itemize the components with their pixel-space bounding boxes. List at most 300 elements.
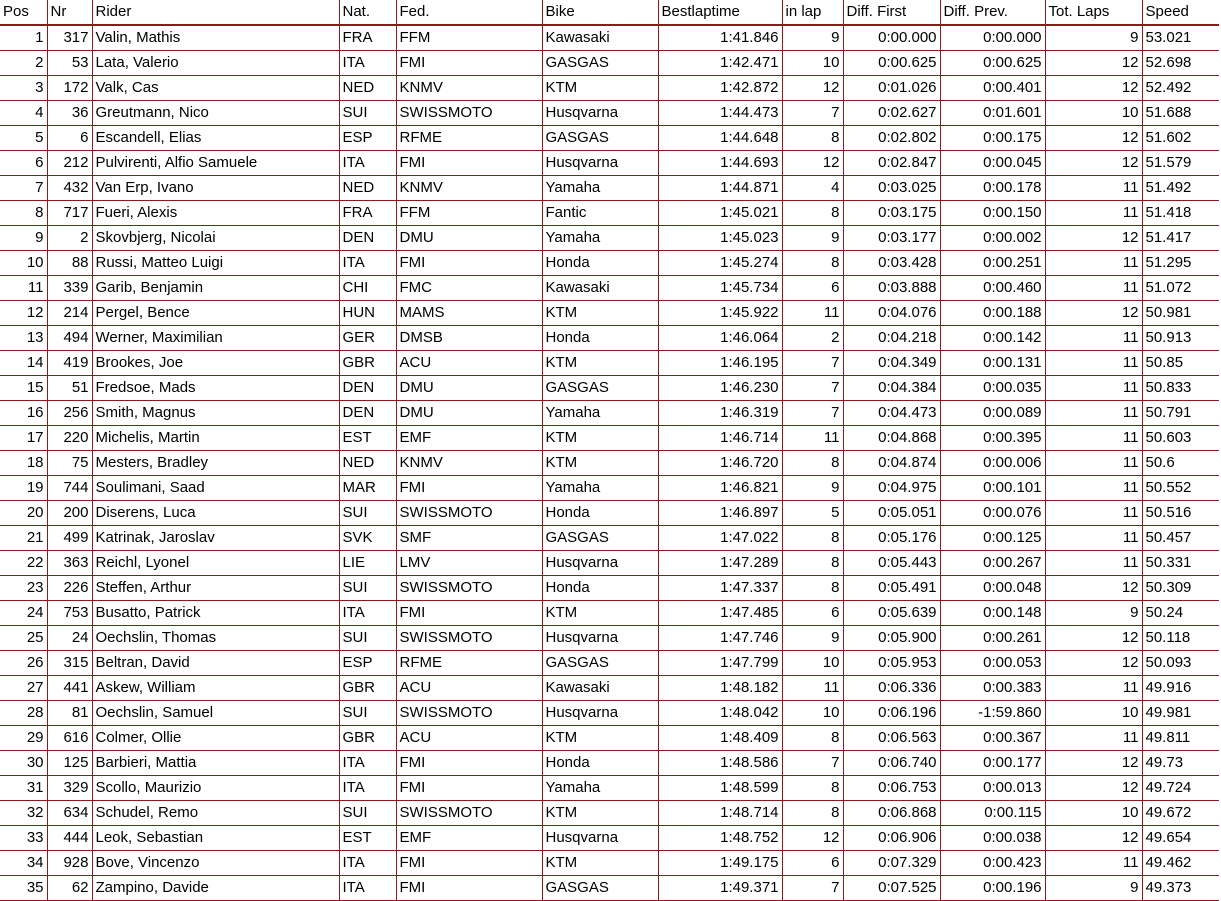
nr-cell: 753 xyxy=(47,601,92,626)
table-row xyxy=(0,301,1219,326)
tot-laps-cell: 11 xyxy=(1045,526,1142,551)
rider-cell: Fredsoe, Mads xyxy=(92,376,339,401)
table-row xyxy=(0,126,1219,151)
rider-cell: Mesters, Bradley xyxy=(92,451,339,476)
tot-laps-cell: 9 xyxy=(1045,25,1142,51)
diff-first-cell: 0:04.473 xyxy=(843,401,940,426)
results-body xyxy=(0,25,1219,901)
nr-cell: 125 xyxy=(47,751,92,776)
nat-cell: CHI xyxy=(339,276,396,301)
nat-cell: SVK xyxy=(339,526,396,551)
in-lap-cell: 9 xyxy=(782,25,843,51)
nat-cell: SUI xyxy=(339,501,396,526)
bestlaptime-cell: 1:49.371 xyxy=(658,876,782,901)
in-lap-cell: 7 xyxy=(782,751,843,776)
in-lap-cell: 8 xyxy=(782,201,843,226)
diff-prev-cell: -1:59.860 xyxy=(940,701,1045,726)
speed-cell: 51.295 xyxy=(1142,251,1219,276)
bike-cell: Kawasaki xyxy=(542,25,658,51)
speed-cell: 52.492 xyxy=(1142,76,1219,101)
speed-cell: 51.492 xyxy=(1142,176,1219,201)
diff-prev-cell: 0:00.178 xyxy=(940,176,1045,201)
fed-cell: FMI xyxy=(396,876,542,901)
nr-cell: 744 xyxy=(47,476,92,501)
nat-cell: ITA xyxy=(339,151,396,176)
bike-cell: KTM xyxy=(542,426,658,451)
bestlaptime-cell: 1:45.922 xyxy=(658,301,782,326)
fed-cell: KNMV xyxy=(396,451,542,476)
tot-laps-cell: 12 xyxy=(1045,301,1142,326)
diff-first-cell: 0:04.874 xyxy=(843,451,940,476)
diff-first-cell: 0:04.384 xyxy=(843,376,940,401)
in-lap-cell: 6 xyxy=(782,276,843,301)
diff-prev-cell: 0:00.048 xyxy=(940,576,1045,601)
speed-cell: 51.072 xyxy=(1142,276,1219,301)
table-row xyxy=(0,676,1219,701)
tot-laps-cell: 9 xyxy=(1045,601,1142,626)
speed-cell: 49.811 xyxy=(1142,726,1219,751)
pos-cell: 23 xyxy=(0,576,47,601)
bike-cell: KTM xyxy=(542,851,658,876)
tot-laps-cell: 11 xyxy=(1045,451,1142,476)
in-lap-cell: 6 xyxy=(782,851,843,876)
pos-cell: 12 xyxy=(0,301,47,326)
diff-prev-cell: 0:00.101 xyxy=(940,476,1045,501)
bike-cell: Husqvarna xyxy=(542,151,658,176)
diff-prev-cell: 0:00.053 xyxy=(940,651,1045,676)
fed-cell: RFME xyxy=(396,651,542,676)
bike-cell: Kawasaki xyxy=(542,276,658,301)
rider-cell: Valk, Cas xyxy=(92,76,339,101)
speed-cell: 50.24 xyxy=(1142,601,1219,626)
diff-first-cell: 0:05.953 xyxy=(843,651,940,676)
diff-prev-cell: 0:00.188 xyxy=(940,301,1045,326)
fed-cell: DMU xyxy=(396,376,542,401)
pos-cell: 19 xyxy=(0,476,47,501)
speed-cell: 49.654 xyxy=(1142,826,1219,851)
rider-cell: Scollo, Maurizio xyxy=(92,776,339,801)
fed-cell: ACU xyxy=(396,726,542,751)
in-lap-cell: 10 xyxy=(782,701,843,726)
nr-cell: 2 xyxy=(47,226,92,251)
diff-first-cell: 0:02.627 xyxy=(843,101,940,126)
in-lap-cell: 12 xyxy=(782,76,843,101)
speed-cell: 50.118 xyxy=(1142,626,1219,651)
diff-first-cell: 0:04.218 xyxy=(843,326,940,351)
speed-cell: 50.791 xyxy=(1142,401,1219,426)
diff-prev-cell: 0:00.131 xyxy=(940,351,1045,376)
diff-prev-cell: 0:00.076 xyxy=(940,501,1045,526)
fed-cell: SWISSMOTO xyxy=(396,576,542,601)
rider-cell: Barbieri, Mattia xyxy=(92,751,339,776)
table-row xyxy=(0,626,1219,651)
nat-cell: DEN xyxy=(339,401,396,426)
diff-prev-cell: 0:00.115 xyxy=(940,801,1045,826)
pos-cell: 4 xyxy=(0,101,47,126)
in-lap-cell: 7 xyxy=(782,101,843,126)
bike-cell: Husqvarna xyxy=(542,701,658,726)
fed-cell: FMC xyxy=(396,276,542,301)
tot-laps-cell: 12 xyxy=(1045,651,1142,676)
bike-cell: KTM xyxy=(542,601,658,626)
bestlaptime-cell: 1:46.195 xyxy=(658,351,782,376)
table-row xyxy=(0,451,1219,476)
rider-cell: Katrinak, Jaroslav xyxy=(92,526,339,551)
rider-cell: Bove, Vincenzo xyxy=(92,851,339,876)
tot-laps-cell: 11 xyxy=(1045,376,1142,401)
diff-prev-cell: 0:00.045 xyxy=(940,151,1045,176)
diff-first-cell: 0:04.975 xyxy=(843,476,940,501)
tot-laps-cell: 12 xyxy=(1045,226,1142,251)
bike-cell: GASGAS xyxy=(542,126,658,151)
speed-cell: 49.373 xyxy=(1142,876,1219,901)
in-lap-cell: 8 xyxy=(782,726,843,751)
fed-cell: SWISSMOTO xyxy=(396,801,542,826)
diff-first-cell: 0:06.868 xyxy=(843,801,940,826)
header-pos: Pos xyxy=(0,0,47,25)
in-lap-cell: 9 xyxy=(782,226,843,251)
speed-cell: 51.688 xyxy=(1142,101,1219,126)
nat-cell: DEN xyxy=(339,376,396,401)
rider-cell: Oechslin, Samuel xyxy=(92,701,339,726)
bestlaptime-cell: 1:44.473 xyxy=(658,101,782,126)
fed-cell: FMI xyxy=(396,851,542,876)
nat-cell: LIE xyxy=(339,551,396,576)
diff-prev-cell: 0:00.196 xyxy=(940,876,1045,901)
tot-laps-cell: 12 xyxy=(1045,126,1142,151)
bestlaptime-cell: 1:46.714 xyxy=(658,426,782,451)
nr-cell: 81 xyxy=(47,701,92,726)
bike-cell: GASGAS xyxy=(542,651,658,676)
pos-cell: 11 xyxy=(0,276,47,301)
bike-cell: Honda xyxy=(542,751,658,776)
pos-cell: 20 xyxy=(0,501,47,526)
bike-cell: KTM xyxy=(542,451,658,476)
diff-first-cell: 0:07.525 xyxy=(843,876,940,901)
nr-cell: 315 xyxy=(47,651,92,676)
speed-cell: 50.093 xyxy=(1142,651,1219,676)
tot-laps-cell: 11 xyxy=(1045,726,1142,751)
header-nat: Nat. xyxy=(339,0,396,25)
bike-cell: KTM xyxy=(542,726,658,751)
speed-cell: 50.913 xyxy=(1142,326,1219,351)
speed-cell: 50.516 xyxy=(1142,501,1219,526)
tot-laps-cell: 11 xyxy=(1045,251,1142,276)
bike-cell: KTM xyxy=(542,351,658,376)
table-row xyxy=(0,601,1219,626)
fed-cell: KNMV xyxy=(396,176,542,201)
table-row xyxy=(0,101,1219,126)
diff-first-cell: 0:04.868 xyxy=(843,426,940,451)
diff-first-cell: 0:02.847 xyxy=(843,151,940,176)
rider-cell: Skovbjerg, Nicolai xyxy=(92,226,339,251)
tot-laps-cell: 11 xyxy=(1045,551,1142,576)
in-lap-cell: 8 xyxy=(782,776,843,801)
header-nr: Nr xyxy=(47,0,92,25)
diff-first-cell: 0:03.177 xyxy=(843,226,940,251)
bestlaptime-cell: 1:47.746 xyxy=(658,626,782,651)
table-row xyxy=(0,701,1219,726)
rider-cell: Russi, Matteo Luigi xyxy=(92,251,339,276)
tot-laps-cell: 11 xyxy=(1045,176,1142,201)
rider-cell: Schudel, Remo xyxy=(92,801,339,826)
pos-cell: 26 xyxy=(0,651,47,676)
fed-cell: LMV xyxy=(396,551,542,576)
pos-cell: 24 xyxy=(0,601,47,626)
header-bike: Bike xyxy=(542,0,658,25)
pos-cell: 2 xyxy=(0,51,47,76)
nr-cell: 329 xyxy=(47,776,92,801)
nat-cell: SUI xyxy=(339,626,396,651)
tot-laps-cell: 11 xyxy=(1045,476,1142,501)
bike-cell: Yamaha xyxy=(542,776,658,801)
fed-cell: FMI xyxy=(396,51,542,76)
nat-cell: DEN xyxy=(339,226,396,251)
diff-first-cell: 0:05.443 xyxy=(843,551,940,576)
bestlaptime-cell: 1:46.821 xyxy=(658,476,782,501)
fed-cell: FMI xyxy=(396,601,542,626)
bestlaptime-cell: 1:48.752 xyxy=(658,826,782,851)
bike-cell: GASGAS xyxy=(542,376,658,401)
fed-cell: DMSB xyxy=(396,326,542,351)
table-row xyxy=(0,851,1219,876)
bestlaptime-cell: 1:45.734 xyxy=(658,276,782,301)
rider-cell: Askew, William xyxy=(92,676,339,701)
bike-cell: Yamaha xyxy=(542,476,658,501)
speed-cell: 49.724 xyxy=(1142,776,1219,801)
speed-cell: 51.417 xyxy=(1142,226,1219,251)
bike-cell: Honda xyxy=(542,251,658,276)
table-row xyxy=(0,226,1219,251)
nat-cell: SUI xyxy=(339,576,396,601)
bike-cell: Husqvarna xyxy=(542,551,658,576)
bike-cell: KTM xyxy=(542,76,658,101)
pos-cell: 8 xyxy=(0,201,47,226)
pos-cell: 31 xyxy=(0,776,47,801)
in-lap-cell: 8 xyxy=(782,801,843,826)
diff-first-cell: 0:07.329 xyxy=(843,851,940,876)
nr-cell: 419 xyxy=(47,351,92,376)
rider-cell: Werner, Maximilian xyxy=(92,326,339,351)
nat-cell: FRA xyxy=(339,25,396,51)
in-lap-cell: 8 xyxy=(782,251,843,276)
speed-cell: 50.85 xyxy=(1142,351,1219,376)
fed-cell: FMI xyxy=(396,476,542,501)
bestlaptime-cell: 1:45.023 xyxy=(658,226,782,251)
table-row xyxy=(0,776,1219,801)
rider-cell: Beltran, David xyxy=(92,651,339,676)
nat-cell: HUN xyxy=(339,301,396,326)
pos-cell: 21 xyxy=(0,526,47,551)
rider-cell: Reichl, Lyonel xyxy=(92,551,339,576)
in-lap-cell: 9 xyxy=(782,626,843,651)
header-tot-laps: Tot. Laps xyxy=(1045,0,1142,25)
fed-cell: DMU xyxy=(396,401,542,426)
bike-cell: GASGAS xyxy=(542,51,658,76)
bestlaptime-cell: 1:44.648 xyxy=(658,126,782,151)
tot-laps-cell: 11 xyxy=(1045,326,1142,351)
nat-cell: GBR xyxy=(339,351,396,376)
bike-cell: Yamaha xyxy=(542,226,658,251)
diff-first-cell: 0:03.428 xyxy=(843,251,940,276)
nr-cell: 634 xyxy=(47,801,92,826)
bestlaptime-cell: 1:46.897 xyxy=(658,501,782,526)
diff-first-cell: 0:05.176 xyxy=(843,526,940,551)
header-diff-first: Diff. First xyxy=(843,0,940,25)
diff-first-cell: 0:01.026 xyxy=(843,76,940,101)
nat-cell: ITA xyxy=(339,876,396,901)
nat-cell: SUI xyxy=(339,101,396,126)
in-lap-cell: 11 xyxy=(782,676,843,701)
pos-cell: 16 xyxy=(0,401,47,426)
nr-cell: 51 xyxy=(47,376,92,401)
speed-cell: 49.981 xyxy=(1142,701,1219,726)
bestlaptime-cell: 1:45.021 xyxy=(658,201,782,226)
nat-cell: EST xyxy=(339,826,396,851)
diff-first-cell: 0:06.753 xyxy=(843,776,940,801)
diff-first-cell: 0:06.906 xyxy=(843,826,940,851)
pos-cell: 29 xyxy=(0,726,47,751)
rider-cell: Busatto, Patrick xyxy=(92,601,339,626)
rider-cell: Soulimani, Saad xyxy=(92,476,339,501)
nr-cell: 53 xyxy=(47,51,92,76)
nat-cell: NED xyxy=(339,451,396,476)
bestlaptime-cell: 1:46.064 xyxy=(658,326,782,351)
fed-cell: ACU xyxy=(396,676,542,701)
table-row xyxy=(0,376,1219,401)
rider-cell: Pergel, Bence xyxy=(92,301,339,326)
rider-cell: Escandell, Elias xyxy=(92,126,339,151)
nat-cell: GBR xyxy=(339,676,396,701)
bestlaptime-cell: 1:49.175 xyxy=(658,851,782,876)
bike-cell: Honda xyxy=(542,576,658,601)
diff-prev-cell: 0:00.148 xyxy=(940,601,1045,626)
diff-prev-cell: 0:00.395 xyxy=(940,426,1045,451)
rider-cell: Zampino, Davide xyxy=(92,876,339,901)
rider-cell: Lata, Valerio xyxy=(92,51,339,76)
in-lap-cell: 10 xyxy=(782,51,843,76)
table-row xyxy=(0,76,1219,101)
speed-cell: 52.698 xyxy=(1142,51,1219,76)
diff-prev-cell: 0:00.000 xyxy=(940,25,1045,51)
header-fed: Fed. xyxy=(396,0,542,25)
pos-cell: 5 xyxy=(0,126,47,151)
tot-laps-cell: 11 xyxy=(1045,501,1142,526)
speed-cell: 49.916 xyxy=(1142,676,1219,701)
diff-first-cell: 0:02.802 xyxy=(843,126,940,151)
table-row xyxy=(0,576,1219,601)
table-row xyxy=(0,826,1219,851)
table-row xyxy=(0,651,1219,676)
diff-first-cell: 0:05.639 xyxy=(843,601,940,626)
tot-laps-cell: 10 xyxy=(1045,801,1142,826)
diff-first-cell: 0:05.051 xyxy=(843,501,940,526)
table-row xyxy=(0,401,1219,426)
in-lap-cell: 7 xyxy=(782,401,843,426)
pos-cell: 1 xyxy=(0,25,47,51)
diff-first-cell: 0:04.349 xyxy=(843,351,940,376)
table-row xyxy=(0,876,1219,901)
in-lap-cell: 4 xyxy=(782,176,843,201)
diff-prev-cell: 0:00.150 xyxy=(940,201,1045,226)
rider-cell: Pulvirenti, Alfio Samuele xyxy=(92,151,339,176)
nat-cell: SUI xyxy=(339,701,396,726)
speed-cell: 50.6 xyxy=(1142,451,1219,476)
nat-cell: ESP xyxy=(339,126,396,151)
fed-cell: SWISSMOTO xyxy=(396,501,542,526)
bestlaptime-cell: 1:42.872 xyxy=(658,76,782,101)
rider-cell: Valin, Mathis xyxy=(92,25,339,51)
tot-laps-cell: 11 xyxy=(1045,276,1142,301)
nat-cell: FRA xyxy=(339,201,396,226)
rider-cell: Leok, Sebastian xyxy=(92,826,339,851)
pos-cell: 28 xyxy=(0,701,47,726)
in-lap-cell: 12 xyxy=(782,826,843,851)
diff-prev-cell: 0:00.125 xyxy=(940,526,1045,551)
nr-cell: 6 xyxy=(47,126,92,151)
fed-cell: FMI xyxy=(396,751,542,776)
nr-cell: 499 xyxy=(47,526,92,551)
pos-cell: 18 xyxy=(0,451,47,476)
bike-cell: Yamaha xyxy=(542,176,658,201)
fed-cell: FMI xyxy=(396,251,542,276)
speed-cell: 49.462 xyxy=(1142,851,1219,876)
bestlaptime-cell: 1:45.274 xyxy=(658,251,782,276)
nr-cell: 444 xyxy=(47,826,92,851)
bike-cell: Husqvarna xyxy=(542,626,658,651)
bestlaptime-cell: 1:42.471 xyxy=(658,51,782,76)
nr-cell: 616 xyxy=(47,726,92,751)
pos-cell: 33 xyxy=(0,826,47,851)
table-row xyxy=(0,25,1219,51)
header-in-lap: in lap xyxy=(782,0,843,25)
tot-laps-cell: 11 xyxy=(1045,426,1142,451)
fed-cell: MAMS xyxy=(396,301,542,326)
diff-prev-cell: 0:01.601 xyxy=(940,101,1045,126)
bike-cell: Kawasaki xyxy=(542,676,658,701)
fed-cell: FFM xyxy=(396,25,542,51)
bike-cell: Honda xyxy=(542,326,658,351)
pos-cell: 32 xyxy=(0,801,47,826)
nr-cell: 172 xyxy=(47,76,92,101)
nr-cell: 363 xyxy=(47,551,92,576)
bike-cell: KTM xyxy=(542,301,658,326)
table-row xyxy=(0,201,1219,226)
rider-cell: Van Erp, Ivano xyxy=(92,176,339,201)
speed-cell: 49.73 xyxy=(1142,751,1219,776)
nat-cell: GER xyxy=(339,326,396,351)
header-row xyxy=(0,0,1219,25)
speed-cell: 50.331 xyxy=(1142,551,1219,576)
fed-cell: SMF xyxy=(396,526,542,551)
nr-cell: 75 xyxy=(47,451,92,476)
rider-cell: Colmer, Ollie xyxy=(92,726,339,751)
speed-cell: 49.672 xyxy=(1142,801,1219,826)
bike-cell: Husqvarna xyxy=(542,826,658,851)
rider-cell: Greutmann, Nico xyxy=(92,101,339,126)
tot-laps-cell: 12 xyxy=(1045,776,1142,801)
bike-cell: GASGAS xyxy=(542,526,658,551)
diff-prev-cell: 0:00.625 xyxy=(940,51,1045,76)
diff-prev-cell: 0:00.142 xyxy=(940,326,1045,351)
table-row xyxy=(0,726,1219,751)
bestlaptime-cell: 1:47.337 xyxy=(658,576,782,601)
fed-cell: RFME xyxy=(396,126,542,151)
bestlaptime-cell: 1:47.799 xyxy=(658,651,782,676)
pos-cell: 3 xyxy=(0,76,47,101)
tot-laps-cell: 12 xyxy=(1045,51,1142,76)
in-lap-cell: 8 xyxy=(782,451,843,476)
